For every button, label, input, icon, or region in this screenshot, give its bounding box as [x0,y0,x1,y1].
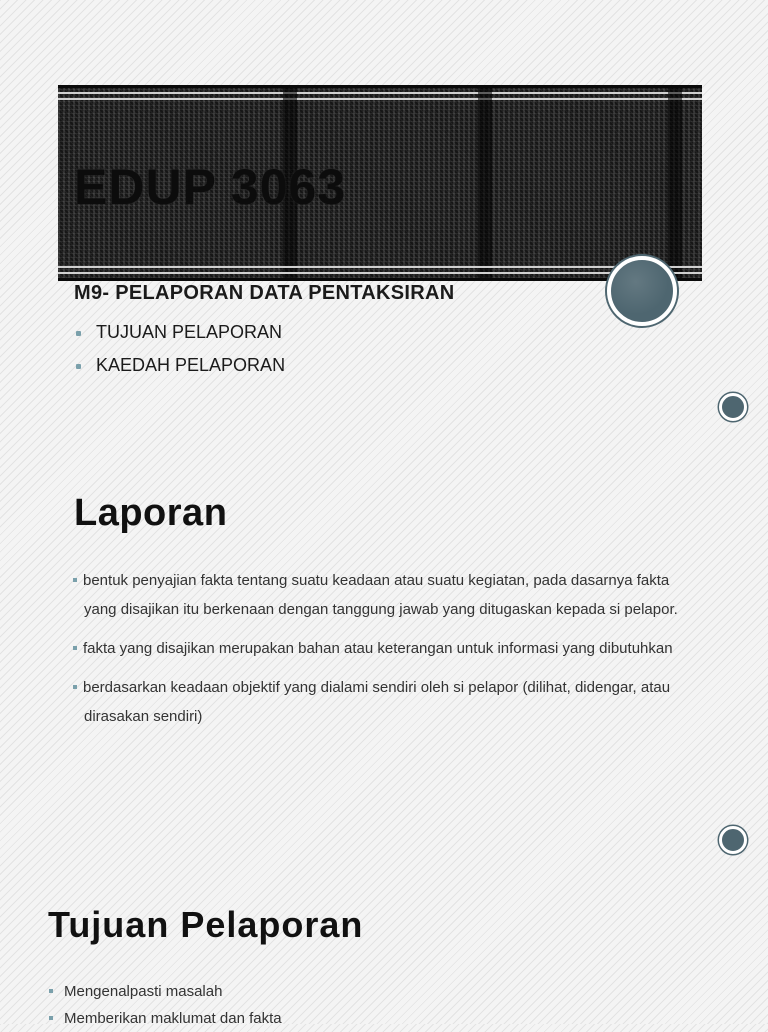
slide-divider-dot-icon [719,393,747,421]
title-slide [0,0,768,400]
bullet-item: bentuk penyajian fakta tentang suatu keadaan atau suatu kegiatan, pada dasarnya fakta yang disajikan itu berkenaan dengan tanggung jawab yang ditugaskan kepada si pelapor. [72,566,692,624]
topic-item: TUJUAN PELAPORAN [74,316,285,349]
course-title: EDUP 3063 [74,159,347,215]
banner-stripe [58,272,702,274]
bullet-list [72,566,692,741]
slide-heading: Laporan [74,492,228,534]
banner-stripe [58,266,702,268]
module-subtitle: M9- PELAPORAN DATA PENTAKSIRAN [74,282,455,304]
bullet-item: fakta yang disajikan merupakan bahan atau keterangan untuk informasi yang dibutuhkan [72,634,692,663]
decorative-circle-icon [607,256,677,326]
slide-heading: Tujuan Pelaporan [48,904,364,945]
banner-band [668,88,682,278]
bullet-item: Memberikan maklumat dan fakta [48,1005,708,1032]
tujuan-slide [0,860,768,1027]
banner-stripe [58,98,702,100]
topic-list [74,316,285,382]
bullet-item: Mengenalpasti masalah [48,978,708,1005]
laporan-slide [0,440,768,840]
bullet-item: berdasarkan keadaan objektif yang dialami sendiri oleh si pelapor (dilihat, didengar, atau dirasakan sendiri) [72,673,692,731]
banner-stripe [58,92,702,94]
topic-item: KAEDAH PELAPORAN [74,349,285,382]
slide-divider-dot-icon [719,826,747,854]
banner-band [478,88,492,278]
